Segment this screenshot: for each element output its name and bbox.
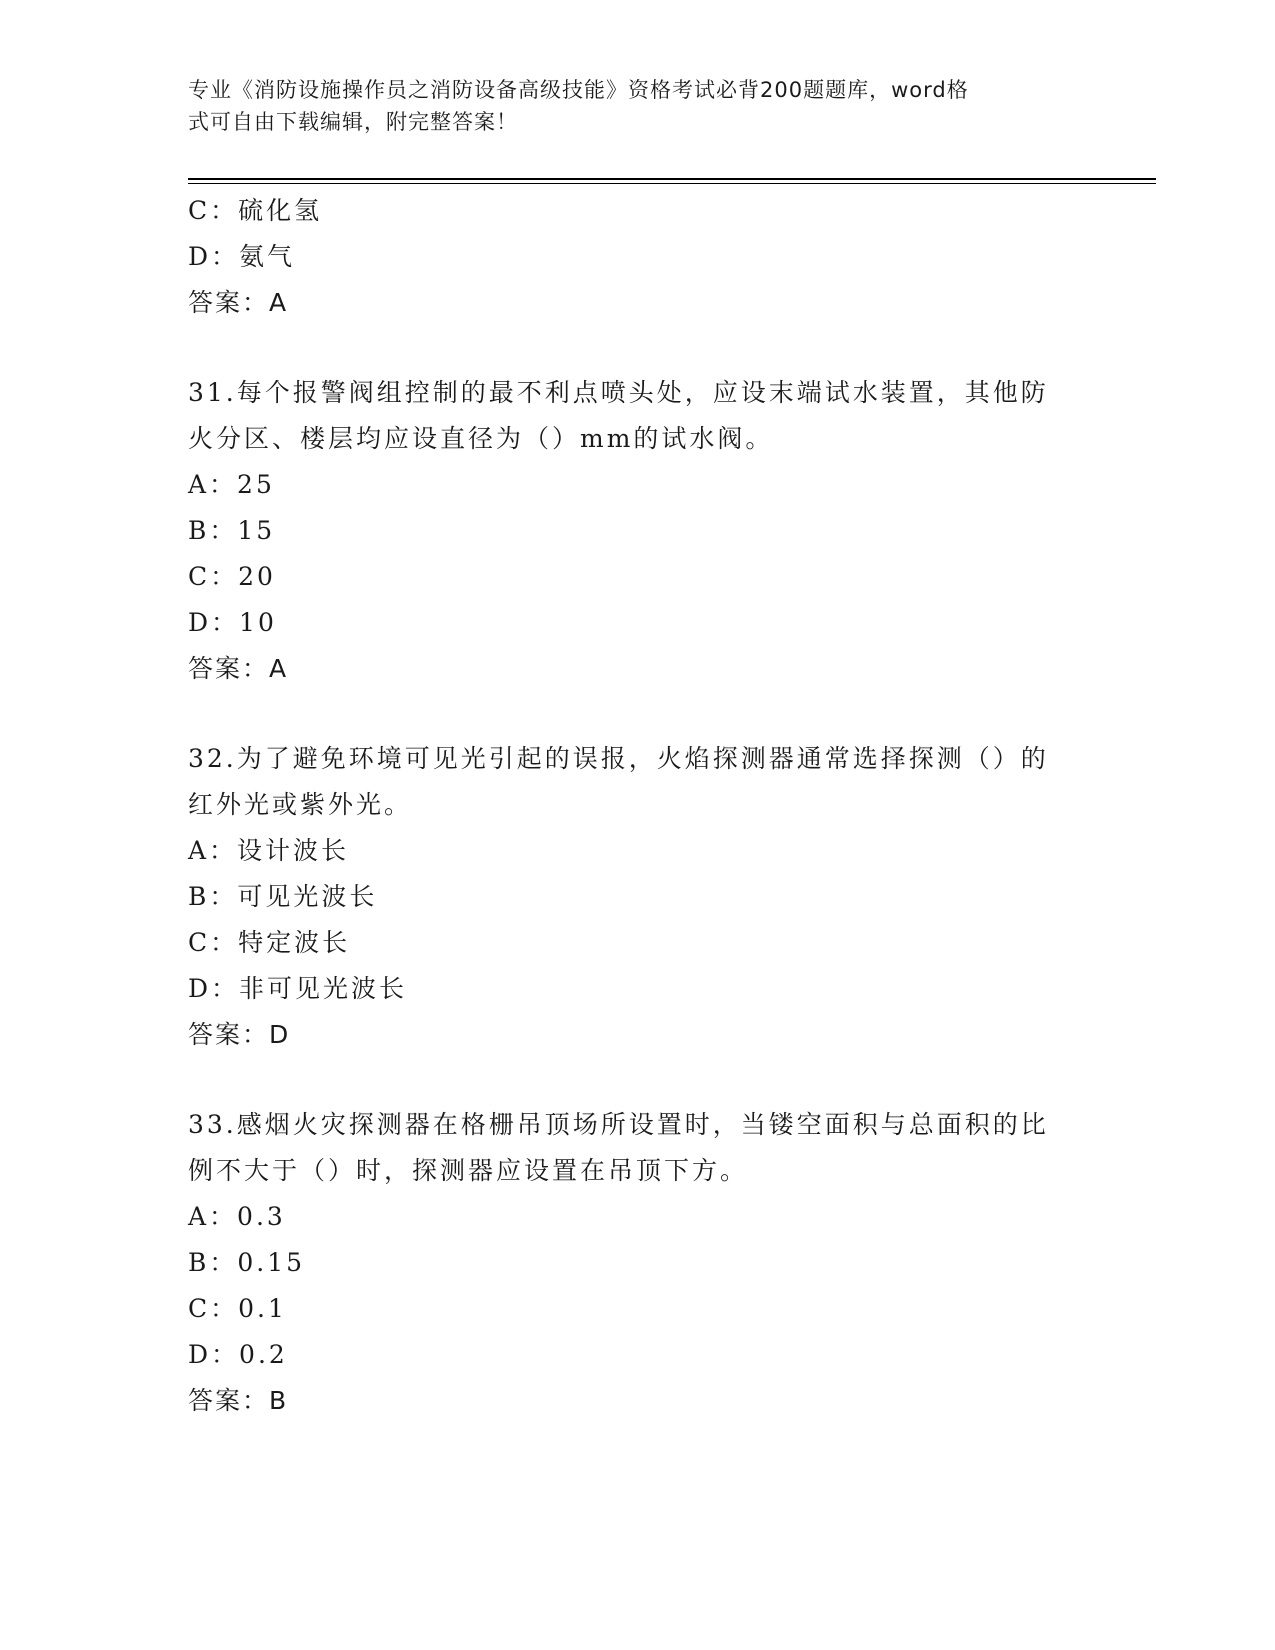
question-stem-line: 31.每个报警阀组控制的最不利点喷头处，应设末端试水装置，其他防: [188, 378, 1049, 407]
document-body: [188, 188, 1088, 1424]
question-32: [188, 736, 1088, 1058]
question-stem-line: 例不大于（）时，探测器应设置在吊顶下方。: [188, 1156, 749, 1185]
answer: 答案：A: [188, 288, 289, 317]
question-stem-line: 33.感烟火灾探测器在格栅吊顶场所设置时，当镂空面积与总面积的比: [188, 1110, 1049, 1139]
option-d: D：非可见光波长: [188, 974, 408, 1003]
option-b: B：可见光波长: [188, 882, 378, 911]
option-d: D：0.2: [188, 1340, 288, 1369]
option-c: C：硫化氢: [188, 196, 323, 225]
question-stem-line: 32.为了避免环境可见光引起的误报，火焰探测器通常选择探测（）的: [188, 744, 1049, 773]
header-rule-thin: [188, 183, 1156, 184]
option-c: C：20: [188, 562, 276, 591]
header-line-2: 式可自由下载编辑，附完整答案！: [188, 110, 518, 134]
option-b: B：0.15: [188, 1248, 306, 1277]
question-33: [188, 1102, 1088, 1424]
spacer: [188, 1058, 1088, 1102]
document-header: [188, 74, 1068, 138]
option-c: C：特定波长: [188, 928, 351, 957]
question-30-tail: [188, 188, 1088, 326]
option-a: A：25: [188, 470, 275, 499]
question-stem-line: 火分区、楼层均应设直径为（）mm的试水阀。: [188, 424, 774, 453]
header-line-1: 专业《消防设施操作员之消防设备高级技能》资格考试必背200题题库，word格: [188, 78, 969, 102]
header-rule-thick: [188, 178, 1156, 180]
option-c: C：0.1: [188, 1294, 287, 1323]
question-stem-line: 红外光或紫外光。: [188, 790, 413, 819]
question-31: [188, 370, 1088, 692]
option-a: A：0.3: [188, 1202, 286, 1231]
spacer: [188, 326, 1088, 370]
option-d: D：氨气: [188, 242, 296, 271]
option-a: A：设计波长: [188, 836, 350, 865]
option-b: B：15: [188, 516, 276, 545]
answer: 答案：D: [188, 1020, 291, 1049]
answer: 答案：B: [188, 1386, 289, 1415]
answer: 答案：A: [188, 654, 289, 683]
spacer: [188, 692, 1088, 736]
option-d: D：10: [188, 608, 277, 637]
